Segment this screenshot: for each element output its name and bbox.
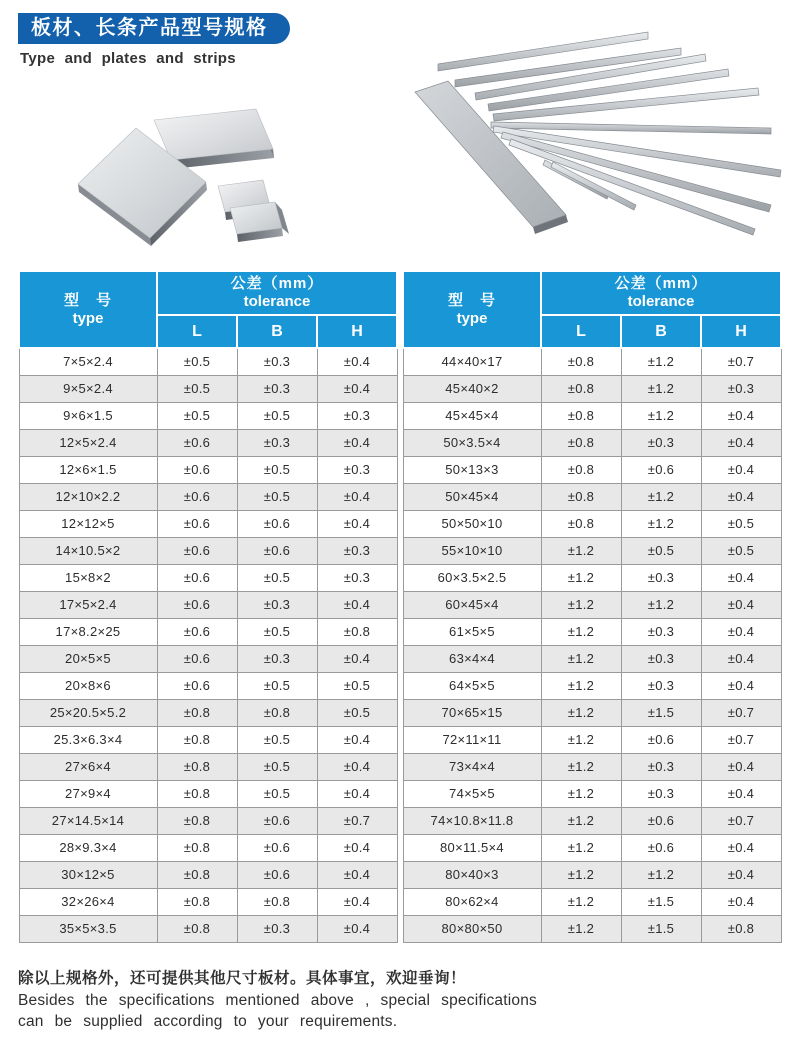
tolerance-cell: ±0.4 (317, 915, 397, 942)
tolerance-cell: ±0.4 (701, 618, 781, 645)
type-column-header (19, 271, 157, 348)
tolerance-cell: ±0.4 (701, 456, 781, 483)
tolerance-label-en: tolerance (627, 293, 695, 310)
tolerance-cell: ±0.6 (157, 645, 237, 672)
tolerance-cell: ±0.6 (157, 510, 237, 537)
tolerance-cell: ±1.2 (541, 834, 621, 861)
tolerance-cell: ±0.5 (237, 402, 317, 429)
table-row (19, 483, 397, 510)
table-row (19, 726, 397, 753)
tolerance-cell: ±0.5 (237, 483, 317, 510)
table-row (403, 915, 781, 942)
type-label-zh: 型 号 (447, 291, 496, 309)
tolerance-cell: ±0.8 (541, 375, 621, 402)
tolerance-cell: ±0.4 (701, 483, 781, 510)
tolerance-cell: ±0.8 (157, 699, 237, 726)
tolerance-cell: ±0.5 (237, 753, 317, 780)
tolerance-cell: ±0.4 (317, 591, 397, 618)
table-row (19, 672, 397, 699)
tolerance-cell: ±0.8 (157, 780, 237, 807)
type-cell: 63×4×4 (403, 645, 541, 672)
type-cell: 12×12×5 (19, 510, 157, 537)
tolerance-cell: ±0.8 (157, 915, 237, 942)
footer-note-en-1: Besides the specifications mentioned above , special specifications (18, 992, 537, 1009)
tolerance-cell: ±1.5 (621, 699, 701, 726)
table-row (403, 375, 781, 402)
table-row (403, 834, 781, 861)
table-row (19, 645, 397, 672)
type-cell: 50×13×3 (403, 456, 541, 483)
tolerance-cell: ±0.4 (317, 510, 397, 537)
tolerance-cell: ±0.3 (317, 537, 397, 564)
tolerance-cell: ±0.3 (621, 753, 701, 780)
plate-small-front (230, 202, 289, 242)
tolerance-cell: ±0.6 (157, 618, 237, 645)
tolerance-cell: ±0.6 (157, 456, 237, 483)
tolerance-cell: ±0.5 (317, 672, 397, 699)
tolerance-cell: ±0.6 (621, 834, 701, 861)
tolerance-cell: ±0.3 (621, 672, 701, 699)
tolerance-label-zh: 公差（mm） (614, 275, 708, 292)
tolerance-cell: ±0.4 (317, 645, 397, 672)
table-row (19, 537, 397, 564)
tolerance-cell: ±0.3 (317, 456, 397, 483)
tolerance-cell: ±0.4 (701, 645, 781, 672)
tolerance-cell: ±0.6 (621, 807, 701, 834)
table-row (403, 672, 781, 699)
type-cell: 45×45×4 (403, 402, 541, 429)
type-cell: 61×5×5 (403, 618, 541, 645)
tolerance-cell: ±1.2 (621, 591, 701, 618)
type-cell: 12×5×2.4 (19, 429, 157, 456)
tolerance-cell: ±0.4 (317, 375, 397, 402)
tolerance-cell: ±0.6 (237, 861, 317, 888)
tolerance-cell: ±0.8 (237, 888, 317, 915)
tolerance-cell: ±0.3 (701, 375, 781, 402)
type-cell: 27×6×4 (19, 753, 157, 780)
type-cell: 60×45×4 (403, 591, 541, 618)
tolerance-cell: ±0.8 (541, 510, 621, 537)
tolerance-cell: ±0.4 (317, 861, 397, 888)
tolerance-cell: ±0.5 (157, 348, 237, 375)
table-row (19, 510, 397, 537)
tolerance-cell: ±0.3 (237, 429, 317, 456)
table-row (19, 591, 397, 618)
table-row (403, 807, 781, 834)
tolerance-cell: ±0.5 (237, 564, 317, 591)
page-title-banner (18, 13, 290, 44)
table-row (403, 591, 781, 618)
footer-note-zh: 除以上规格外，还可提供其他尺寸板材。具体事宜，欢迎垂询！ (18, 970, 467, 987)
col-header-H: H (701, 315, 781, 348)
tolerance-cell: ±1.2 (541, 780, 621, 807)
tolerance-cell: ±0.4 (701, 753, 781, 780)
type-cell: 44×40×17 (403, 348, 541, 375)
tolerance-cell: ±0.8 (157, 753, 237, 780)
tolerance-cell: ±0.4 (317, 780, 397, 807)
type-cell: 9×6×1.5 (19, 402, 157, 429)
table-row (403, 564, 781, 591)
table-row (403, 726, 781, 753)
table-header (19, 271, 397, 348)
tolerance-cell: ±0.4 (317, 834, 397, 861)
table-row (403, 780, 781, 807)
tolerance-cell: ±0.3 (621, 645, 701, 672)
type-cell: 70×65×15 (403, 699, 541, 726)
type-cell: 55×10×10 (403, 537, 541, 564)
tolerance-cell: ±0.6 (157, 672, 237, 699)
tolerance-cell: ±0.8 (541, 402, 621, 429)
tolerance-cell: ±0.8 (157, 834, 237, 861)
tolerance-cell: ±0.8 (541, 483, 621, 510)
tolerance-cell: ±0.3 (621, 618, 701, 645)
table-row (19, 564, 397, 591)
tolerance-cell: ±0.4 (701, 834, 781, 861)
table-body (19, 348, 397, 942)
spec-table-left (18, 270, 398, 943)
table-row (403, 645, 781, 672)
tolerance-cell: ±0.3 (621, 564, 701, 591)
table-row (403, 456, 781, 483)
tolerance-cell: ±0.6 (157, 483, 237, 510)
table-row (19, 753, 397, 780)
tolerance-cell: ±0.3 (237, 915, 317, 942)
tolerance-cell: ±0.5 (237, 726, 317, 753)
tolerance-cell: ±1.2 (541, 564, 621, 591)
col-header-L: L (157, 315, 237, 348)
tolerance-cell: ±1.2 (541, 888, 621, 915)
tolerance-cell: ±1.2 (541, 591, 621, 618)
type-cell: 80×11.5×4 (403, 834, 541, 861)
tolerance-cell: ±0.3 (237, 348, 317, 375)
type-cell: 14×10.5×2 (19, 537, 157, 564)
type-cell: 64×5×5 (403, 672, 541, 699)
tolerance-cell: ±0.6 (157, 564, 237, 591)
tolerance-cell: ±0.6 (237, 510, 317, 537)
tolerance-cell: ±1.2 (621, 510, 701, 537)
type-cell: 50×45×4 (403, 483, 541, 510)
footer-note-en-2: can be supplied according to your requirements. (18, 1013, 398, 1030)
table-row (19, 375, 397, 402)
type-cell: 12×6×1.5 (19, 456, 157, 483)
tolerance-cell: ±1.2 (541, 753, 621, 780)
tolerance-cell: ±0.8 (541, 456, 621, 483)
page-subtitle: Type and plates and strips (20, 50, 236, 67)
type-label-zh: 型 号 (63, 291, 112, 309)
type-cell: 73×4×4 (403, 753, 541, 780)
table-row (403, 483, 781, 510)
type-cell: 50×3.5×4 (403, 429, 541, 456)
col-header-H: H (317, 315, 397, 348)
tolerance-cell: ±0.6 (237, 807, 317, 834)
tolerance-cell: ±0.4 (701, 780, 781, 807)
spec-table-right (402, 270, 782, 943)
table-row (19, 699, 397, 726)
strips-image (393, 22, 797, 250)
tolerance-cell: ±0.4 (701, 429, 781, 456)
type-cell: 20×8×6 (19, 672, 157, 699)
table-row (19, 888, 397, 915)
tolerance-cell: ±0.5 (621, 537, 701, 564)
tolerance-cell: ±0.5 (237, 672, 317, 699)
type-cell: 27×14.5×14 (19, 807, 157, 834)
tolerance-cell: ±0.8 (157, 861, 237, 888)
tolerance-cell: ±0.4 (701, 564, 781, 591)
table-row (403, 618, 781, 645)
tolerance-cell: ±1.2 (541, 861, 621, 888)
type-cell: 60×3.5×2.5 (403, 564, 541, 591)
col-header-B: B (621, 315, 701, 348)
tolerance-cell: ±0.5 (701, 510, 781, 537)
type-cell: 45×40×2 (403, 375, 541, 402)
tolerance-label-zh: 公差（mm） (230, 275, 324, 292)
tolerance-cell: ±0.4 (317, 753, 397, 780)
tolerance-cell: ±1.2 (541, 537, 621, 564)
tolerance-cell: ±0.5 (237, 456, 317, 483)
table-row (19, 348, 397, 375)
type-cell: 80×40×3 (403, 861, 541, 888)
tolerance-cell: ±0.5 (701, 537, 781, 564)
table-row (19, 834, 397, 861)
tolerance-cell: ±1.2 (541, 645, 621, 672)
table-row (403, 348, 781, 375)
tolerance-cell: ±1.2 (621, 348, 701, 375)
table-header (403, 271, 781, 348)
tolerance-cell: ±0.6 (621, 456, 701, 483)
type-cell: 9×5×2.4 (19, 375, 157, 402)
type-cell: 72×11×11 (403, 726, 541, 753)
table-row (403, 429, 781, 456)
type-label-en: type (72, 309, 104, 327)
type-cell: 74×10.8×11.8 (403, 807, 541, 834)
type-cell: 15×8×2 (19, 564, 157, 591)
spec-tables (18, 270, 782, 943)
tolerance-cell: ±0.6 (237, 537, 317, 564)
tolerance-cell: ±0.8 (237, 699, 317, 726)
tolerance-cell: ±0.3 (317, 564, 397, 591)
tolerance-column-header (157, 271, 397, 315)
tolerance-cell: ±1.2 (541, 807, 621, 834)
type-cell: 74×5×5 (403, 780, 541, 807)
tolerance-cell: ±1.2 (541, 618, 621, 645)
tolerance-cell: ±0.3 (317, 402, 397, 429)
table-row (403, 753, 781, 780)
table-body (403, 348, 781, 942)
tolerance-cell: ±0.7 (701, 699, 781, 726)
tolerance-column-header (541, 271, 781, 315)
table-row (403, 861, 781, 888)
table-row (19, 456, 397, 483)
type-cell: 17×8.2×25 (19, 618, 157, 645)
tolerance-cell: ±0.4 (317, 483, 397, 510)
tolerance-cell: ±1.2 (541, 672, 621, 699)
table-row (19, 915, 397, 942)
type-cell: 80×80×50 (403, 915, 541, 942)
tolerance-cell: ±0.7 (701, 726, 781, 753)
tolerance-cell: ±0.3 (237, 591, 317, 618)
tolerance-cell: ±0.6 (157, 591, 237, 618)
tolerance-cell: ±1.2 (621, 375, 701, 402)
tolerance-cell: ±0.5 (317, 699, 397, 726)
tolerance-cell: ±0.7 (701, 807, 781, 834)
type-cell: 80×62×4 (403, 888, 541, 915)
tolerance-cell: ±0.4 (701, 672, 781, 699)
table-row (403, 510, 781, 537)
plates-image (58, 80, 388, 260)
tolerance-cell: ±0.4 (701, 591, 781, 618)
tolerance-cell: ±1.2 (541, 915, 621, 942)
tolerance-cell: ±0.5 (157, 375, 237, 402)
tolerance-cell: ±0.5 (237, 618, 317, 645)
tolerance-cell: ±0.4 (317, 429, 397, 456)
tolerance-cell: ±1.5 (621, 888, 701, 915)
type-cell: 50×50×10 (403, 510, 541, 537)
table-row (403, 402, 781, 429)
tolerance-cell: ±0.8 (317, 618, 397, 645)
type-cell: 7×5×2.4 (19, 348, 157, 375)
tolerance-cell: ±1.5 (621, 915, 701, 942)
table-row (19, 402, 397, 429)
tolerance-cell: ±0.4 (701, 861, 781, 888)
tolerance-cell: ±0.8 (157, 807, 237, 834)
tolerance-cell: ±0.4 (317, 888, 397, 915)
tolerance-cell: ±0.3 (237, 375, 317, 402)
tolerance-cell: ±0.4 (317, 348, 397, 375)
tolerance-cell: ±0.7 (701, 348, 781, 375)
tolerance-cell: ±0.4 (317, 726, 397, 753)
type-cell: 35×5×3.5 (19, 915, 157, 942)
table-row (403, 699, 781, 726)
table-row (19, 618, 397, 645)
page-title: 板材、长条产品型号规格 (31, 17, 268, 39)
tolerance-cell: ±0.5 (157, 402, 237, 429)
type-cell: 12×10×2.2 (19, 483, 157, 510)
tolerance-cell: ±0.5 (237, 780, 317, 807)
type-cell: 30×12×5 (19, 861, 157, 888)
tolerance-label-en: tolerance (243, 293, 311, 310)
tolerance-cell: ±1.2 (541, 726, 621, 753)
table-row (19, 780, 397, 807)
type-cell: 27×9×4 (19, 780, 157, 807)
tolerance-cell: ±0.6 (621, 726, 701, 753)
tolerance-cell: ±1.2 (541, 699, 621, 726)
tolerance-cell: ±0.4 (701, 402, 781, 429)
tolerance-cell: ±0.7 (317, 807, 397, 834)
tolerance-cell: ±0.6 (157, 537, 237, 564)
type-cell: 20×5×5 (19, 645, 157, 672)
tolerance-cell: ±0.4 (701, 888, 781, 915)
type-cell: 25×20.5×5.2 (19, 699, 157, 726)
tolerance-cell: ±1.2 (621, 861, 701, 888)
type-cell: 25.3×6.3×4 (19, 726, 157, 753)
tolerance-cell: ±0.8 (541, 429, 621, 456)
tolerance-cell: ±0.8 (701, 915, 781, 942)
col-header-B: B (237, 315, 317, 348)
tolerance-cell: ±0.3 (621, 780, 701, 807)
tolerance-cell: ±0.3 (237, 645, 317, 672)
footer-note (18, 968, 784, 1032)
type-cell: 32×26×4 (19, 888, 157, 915)
tolerance-cell: ±1.2 (621, 483, 701, 510)
col-header-L: L (541, 315, 621, 348)
tolerance-cell: ±1.2 (621, 402, 701, 429)
tolerance-cell: ±0.8 (157, 888, 237, 915)
table-row (403, 537, 781, 564)
type-cell: 17×5×2.4 (19, 591, 157, 618)
table-row (19, 861, 397, 888)
tolerance-cell: ±0.3 (621, 429, 701, 456)
tolerance-cell: ±0.6 (237, 834, 317, 861)
type-column-header (403, 271, 541, 348)
tolerance-cell: ±0.6 (157, 429, 237, 456)
table-row (19, 807, 397, 834)
type-cell: 28×9.3×4 (19, 834, 157, 861)
table-row (19, 429, 397, 456)
tolerance-cell: ±0.8 (541, 348, 621, 375)
table-row (403, 888, 781, 915)
type-label-en: type (456, 309, 488, 327)
tolerance-cell: ±0.8 (157, 726, 237, 753)
